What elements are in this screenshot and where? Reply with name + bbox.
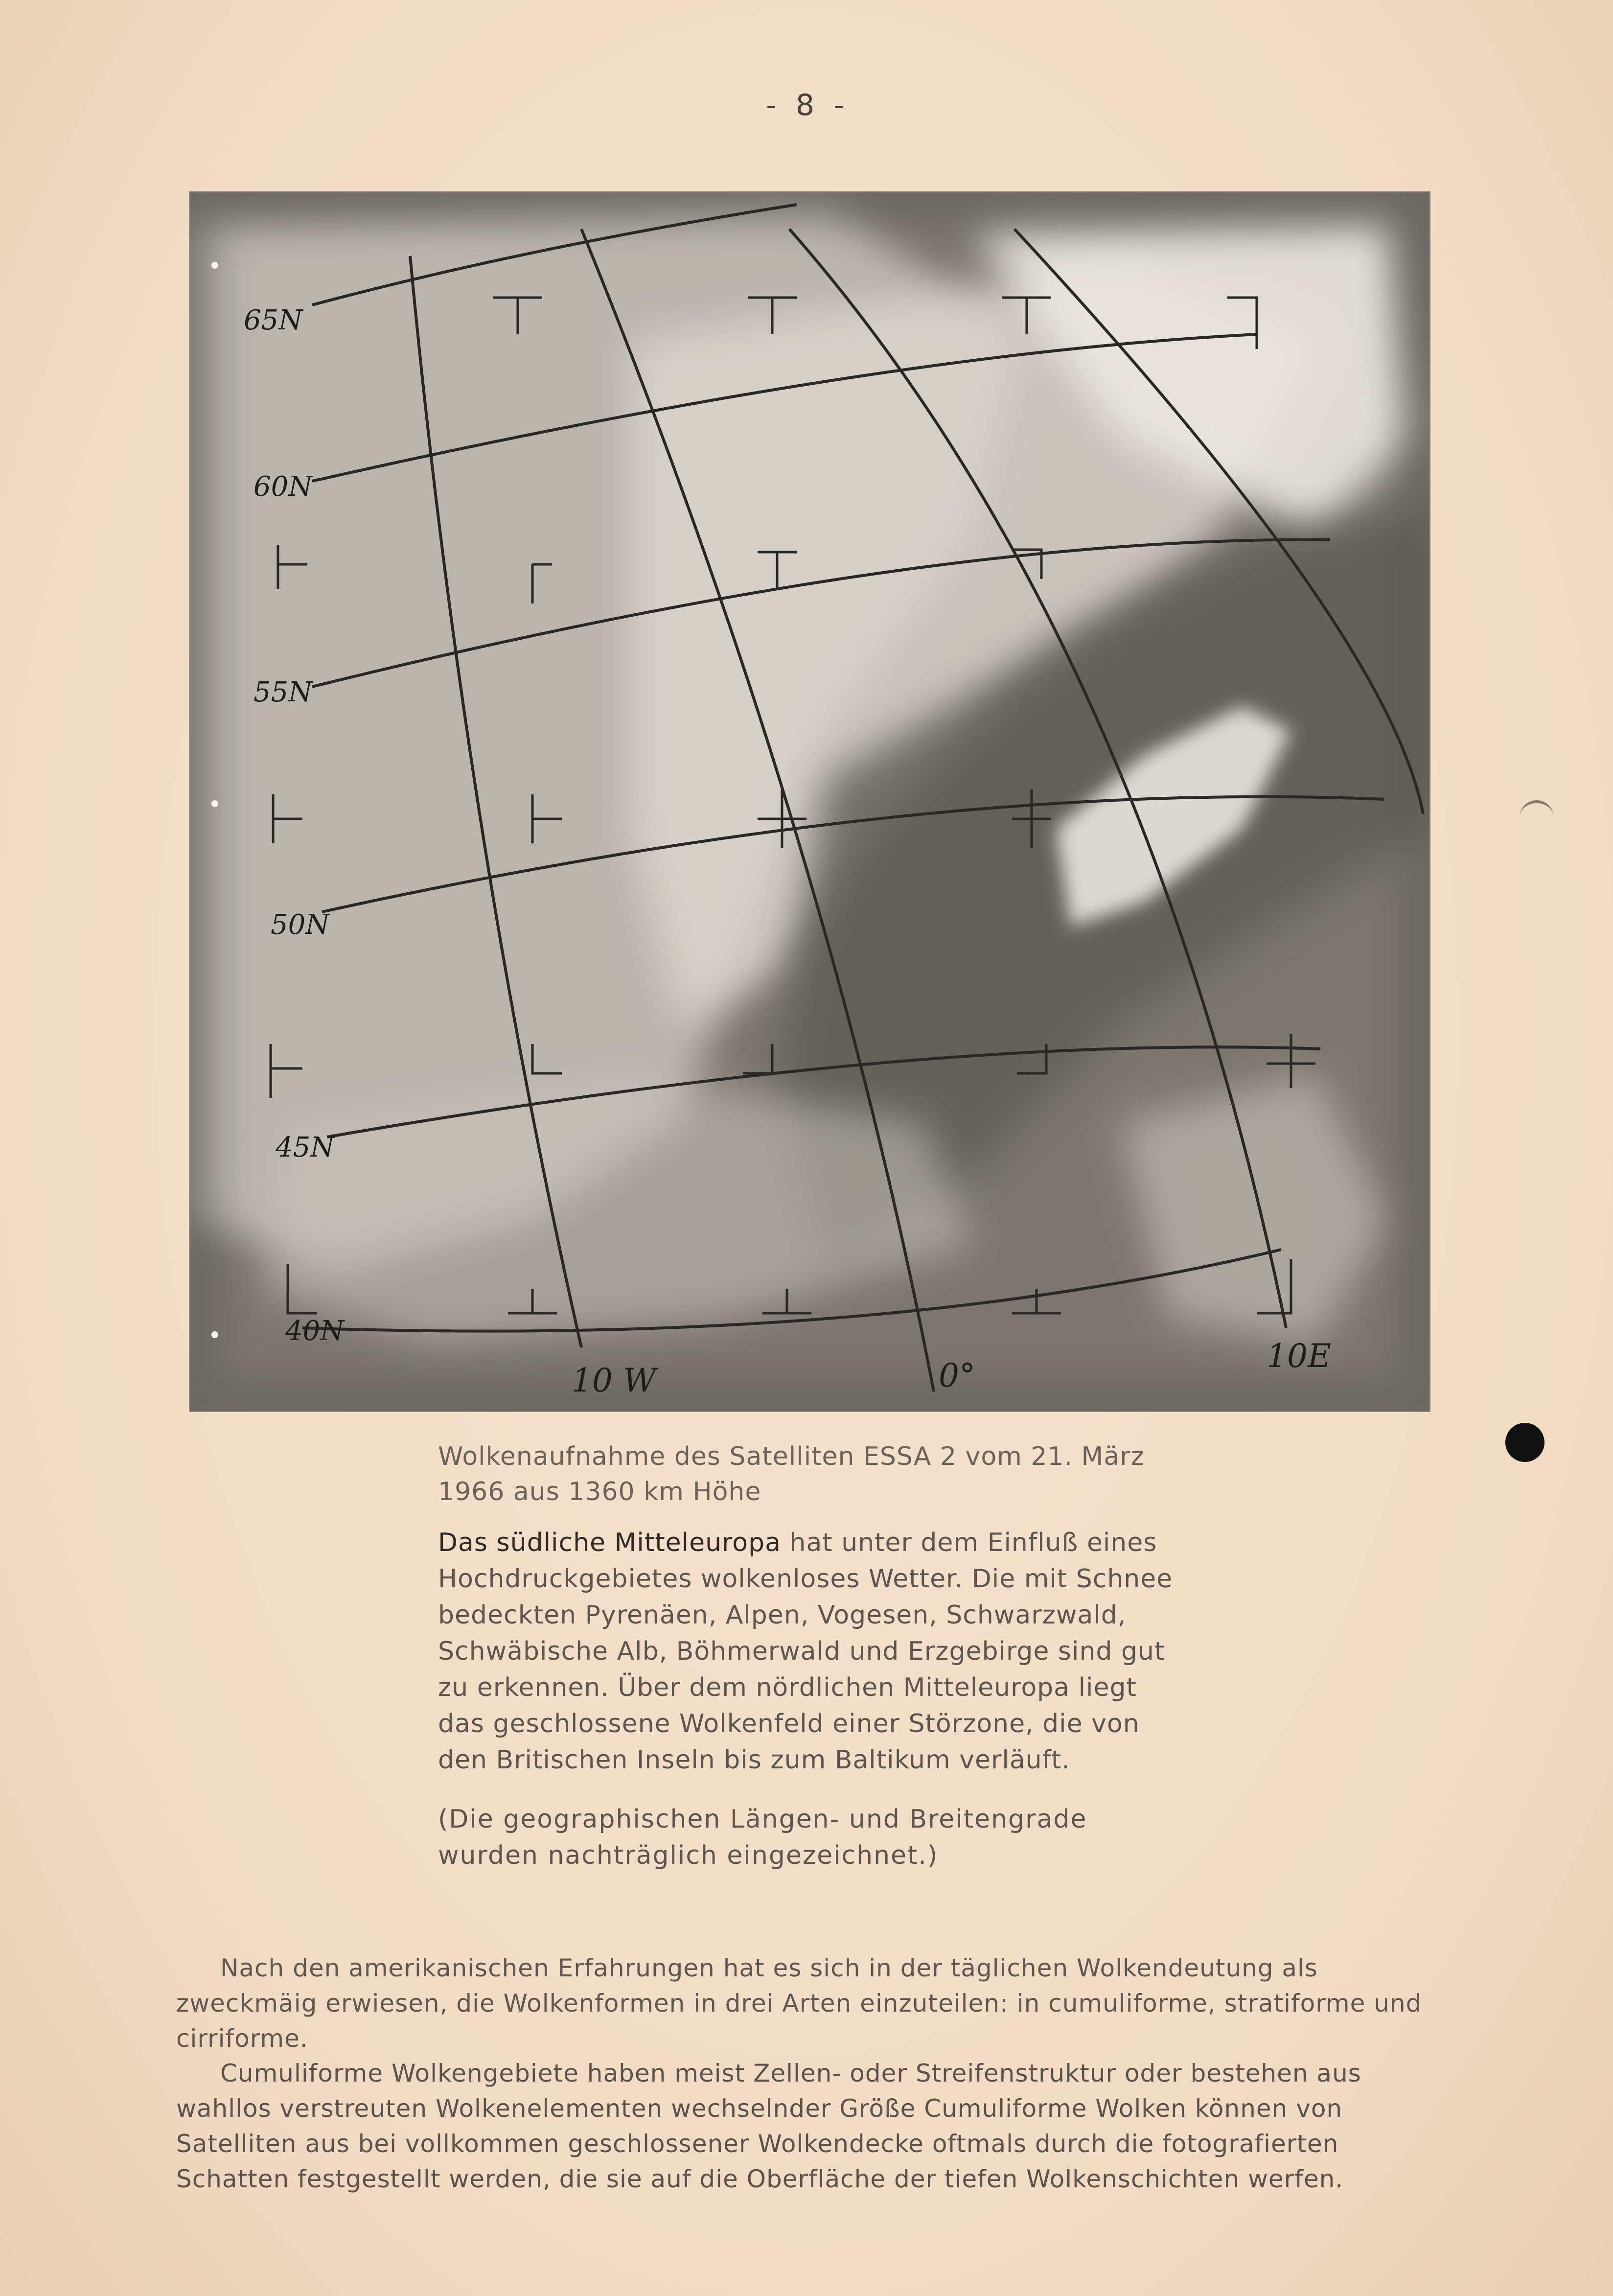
label-lat-55: 55N [253,676,313,708]
label-lon-10e: 10E [1267,1337,1332,1375]
label-lon-10w: 10 W [572,1362,656,1399]
label-lat-50: 50N [271,909,330,941]
figure-caption: Wolkenaufnahme des Satelliten ESSA 2 vom 21. März 1966 aus 1360 km Höhe [438,1442,1145,1507]
image-edge-dot [211,800,218,807]
page-number: - 8 - [766,88,849,122]
label-lon-0: 0° [939,1357,975,1394]
body-paragraph-2: Cumuliforme Wolkengebiete haben meist Zellen- oder Streifenstruktur oder bestehen aus wahllos verstreuten Wolkenelementen wechselnder Größe Cumuliforme Wolken können von Satelliten aus bei vollkommen geschlossener Wolkendecke oftmals durch die fotografierten Schatten festgestellt werden, die sie auf die Oberfläche der tiefen Wolkenschichten werfen. [176,2059,1361,2193]
label-lat-40: 40N [285,1315,345,1347]
label-lat-45: 45N [276,1132,335,1163]
satellite-image-graphic [190,192,1429,1411]
figure-note: (Die geographischen Längen- und Breitengrade wurden nachträglich eingezeichnet.) [438,1805,1087,1870]
image-edge-dot [211,1331,218,1338]
description-text: hat unter dem Einfluß eines Hochdruckgebietes wolkenloses Wetter. Die mit Schnee bedeckten Pyrenäen, Alpen, Vogesen, Schwarzwald, Schwäbische Alb, Böhmerwald und Erzgebirge sind gut zu erkennen. Über dem nördlichen Mitteleuropa liegt das geschlossene Wolkenfeld einer Störzone, die von den Britischen Inseln bis zum Baltikum verläuft. [438,1528,1173,1775]
punch-hole [1505,1423,1544,1462]
body-paragraph-1: Nach den amerikanischen Erfahrungen hat es sich in der täglichen Wolkendeutung als zweckmäig erwiesen, die Wolkenformen in drei Arten einzuteilen: in cumuliforme, stratiforme und cirriforme. [176,1954,1422,2053]
figure-description [438,1525,1192,1778]
label-lat-65: 65N [244,304,303,336]
satellite-cloud-image [190,192,1429,1411]
description-lead: Das südliche Mitteleuropa [438,1528,781,1557]
image-edge-dot [211,262,218,269]
label-lat-60: 60N [253,471,313,503]
